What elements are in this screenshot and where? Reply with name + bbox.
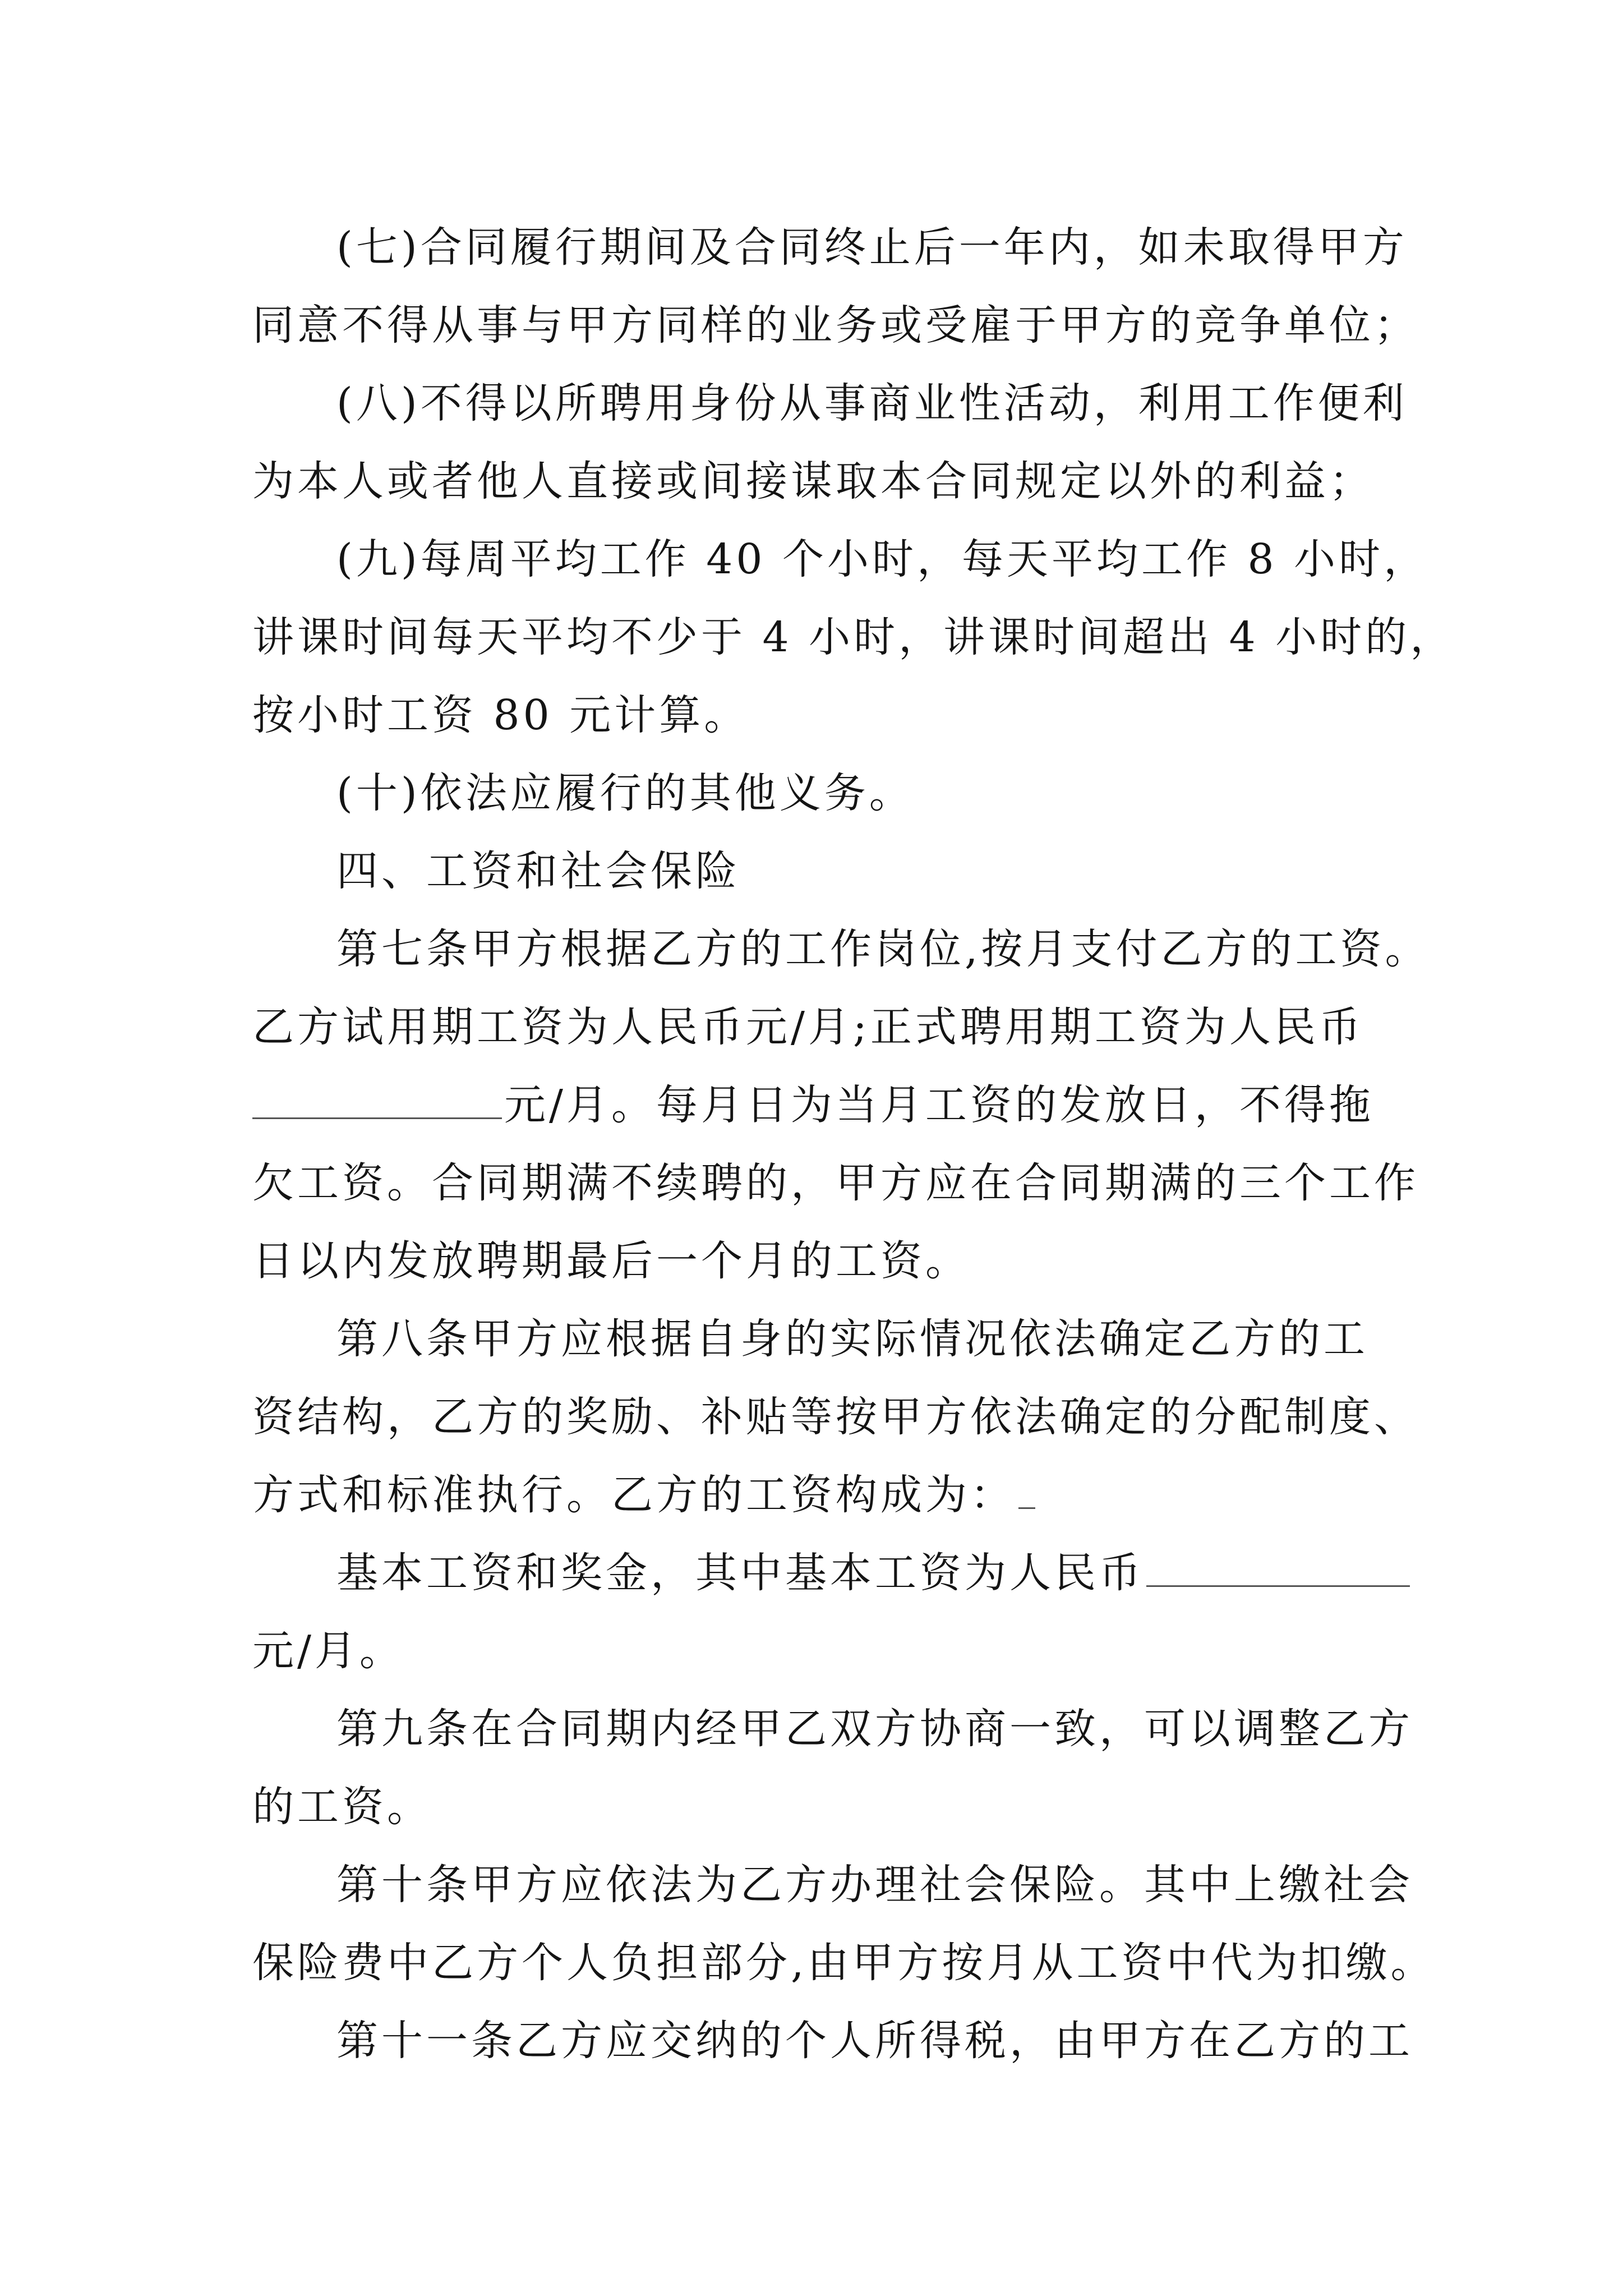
text-line: 资结构，乙方的奖励、补贴等按甲方依法确定的分配制度、 bbox=[252, 1393, 1419, 1441]
text-line: 为本人或者他人直接或间接谋取本合同规定以外的利益； bbox=[252, 457, 1374, 505]
fill-in-blank bbox=[1146, 1542, 1410, 1587]
text-line: 第十一条乙方应交纳的个人所得税，由甲方在乙方的工 bbox=[336, 2017, 1413, 2065]
text-line: 同意不得从事与甲方同样的业务或受雇于甲方的竞争单位； bbox=[252, 301, 1419, 349]
text-line: (八)不得以所聘用身份从事商业性活动，利用工作便利 bbox=[336, 379, 1408, 427]
text-line: (七)合同履行期间及合同终止后一年内，如未取得甲方 bbox=[336, 223, 1408, 272]
fill-in-blank bbox=[252, 1074, 502, 1119]
text-segment: 方式和标准执行。乙方的工资构成为： bbox=[252, 1471, 1015, 1519]
text-line: 乙方试用期工资为人民币元/月;正式聘用期工资为人民币 bbox=[252, 1003, 1364, 1051]
text-line: (十)依法应履行的其他义务。 bbox=[336, 769, 914, 817]
text-line: (九)每周平均工作 40 个小时，每天平均工作 8 小时， bbox=[336, 535, 1429, 583]
text-line: 第九条在合同期内经甲乙双方协商一致，可以调整乙方 bbox=[336, 1705, 1413, 1753]
text-line: 保险费中乙方个人负担部分,由甲方按月从工资中代为扣缴。 bbox=[252, 1939, 1436, 1987]
text-line: 第七条甲方根据乙方的工作岗位,按月支付乙方的工资。 bbox=[336, 925, 1430, 973]
text-line-with-blank bbox=[252, 1066, 1402, 1144]
section-heading: 四、工资和社会保险 bbox=[336, 847, 740, 895]
text-line: 第八条甲方应根据自身的实际情况依法确定乙方的工 bbox=[336, 1315, 1368, 1363]
text-line: 的工资。 bbox=[252, 1783, 432, 1831]
text-line: 讲课时间每天平均不少于 4 小时，讲课时间超出 4 小时的， bbox=[252, 613, 1455, 661]
text-line: 欠工资。合同期满不续聘的，甲方应在合同期满的三个工作 bbox=[252, 1159, 1419, 1207]
text-segment: 基本工资和奖金，其中基本工资为人民币 bbox=[336, 1549, 1144, 1597]
text-line: 元/月。 bbox=[252, 1627, 404, 1675]
text-line: 按小时工资 80 元计算。 bbox=[252, 691, 749, 739]
fill-in-blank bbox=[1018, 1464, 1035, 1509]
text-segment: 元/月。每月日为当月工资的发放日，不得拖 bbox=[504, 1081, 1374, 1129]
text-line: 第十条甲方应依法为乙方办理社会保险。其中上缴社会 bbox=[336, 1861, 1413, 1909]
contract-text bbox=[252, 209, 1455, 2080]
text-line: 日以内发放聘期最后一个月的工资。 bbox=[252, 1237, 970, 1285]
text-line-with-blank bbox=[252, 1456, 1402, 1534]
text-line-with-blank bbox=[252, 1534, 1402, 1612]
